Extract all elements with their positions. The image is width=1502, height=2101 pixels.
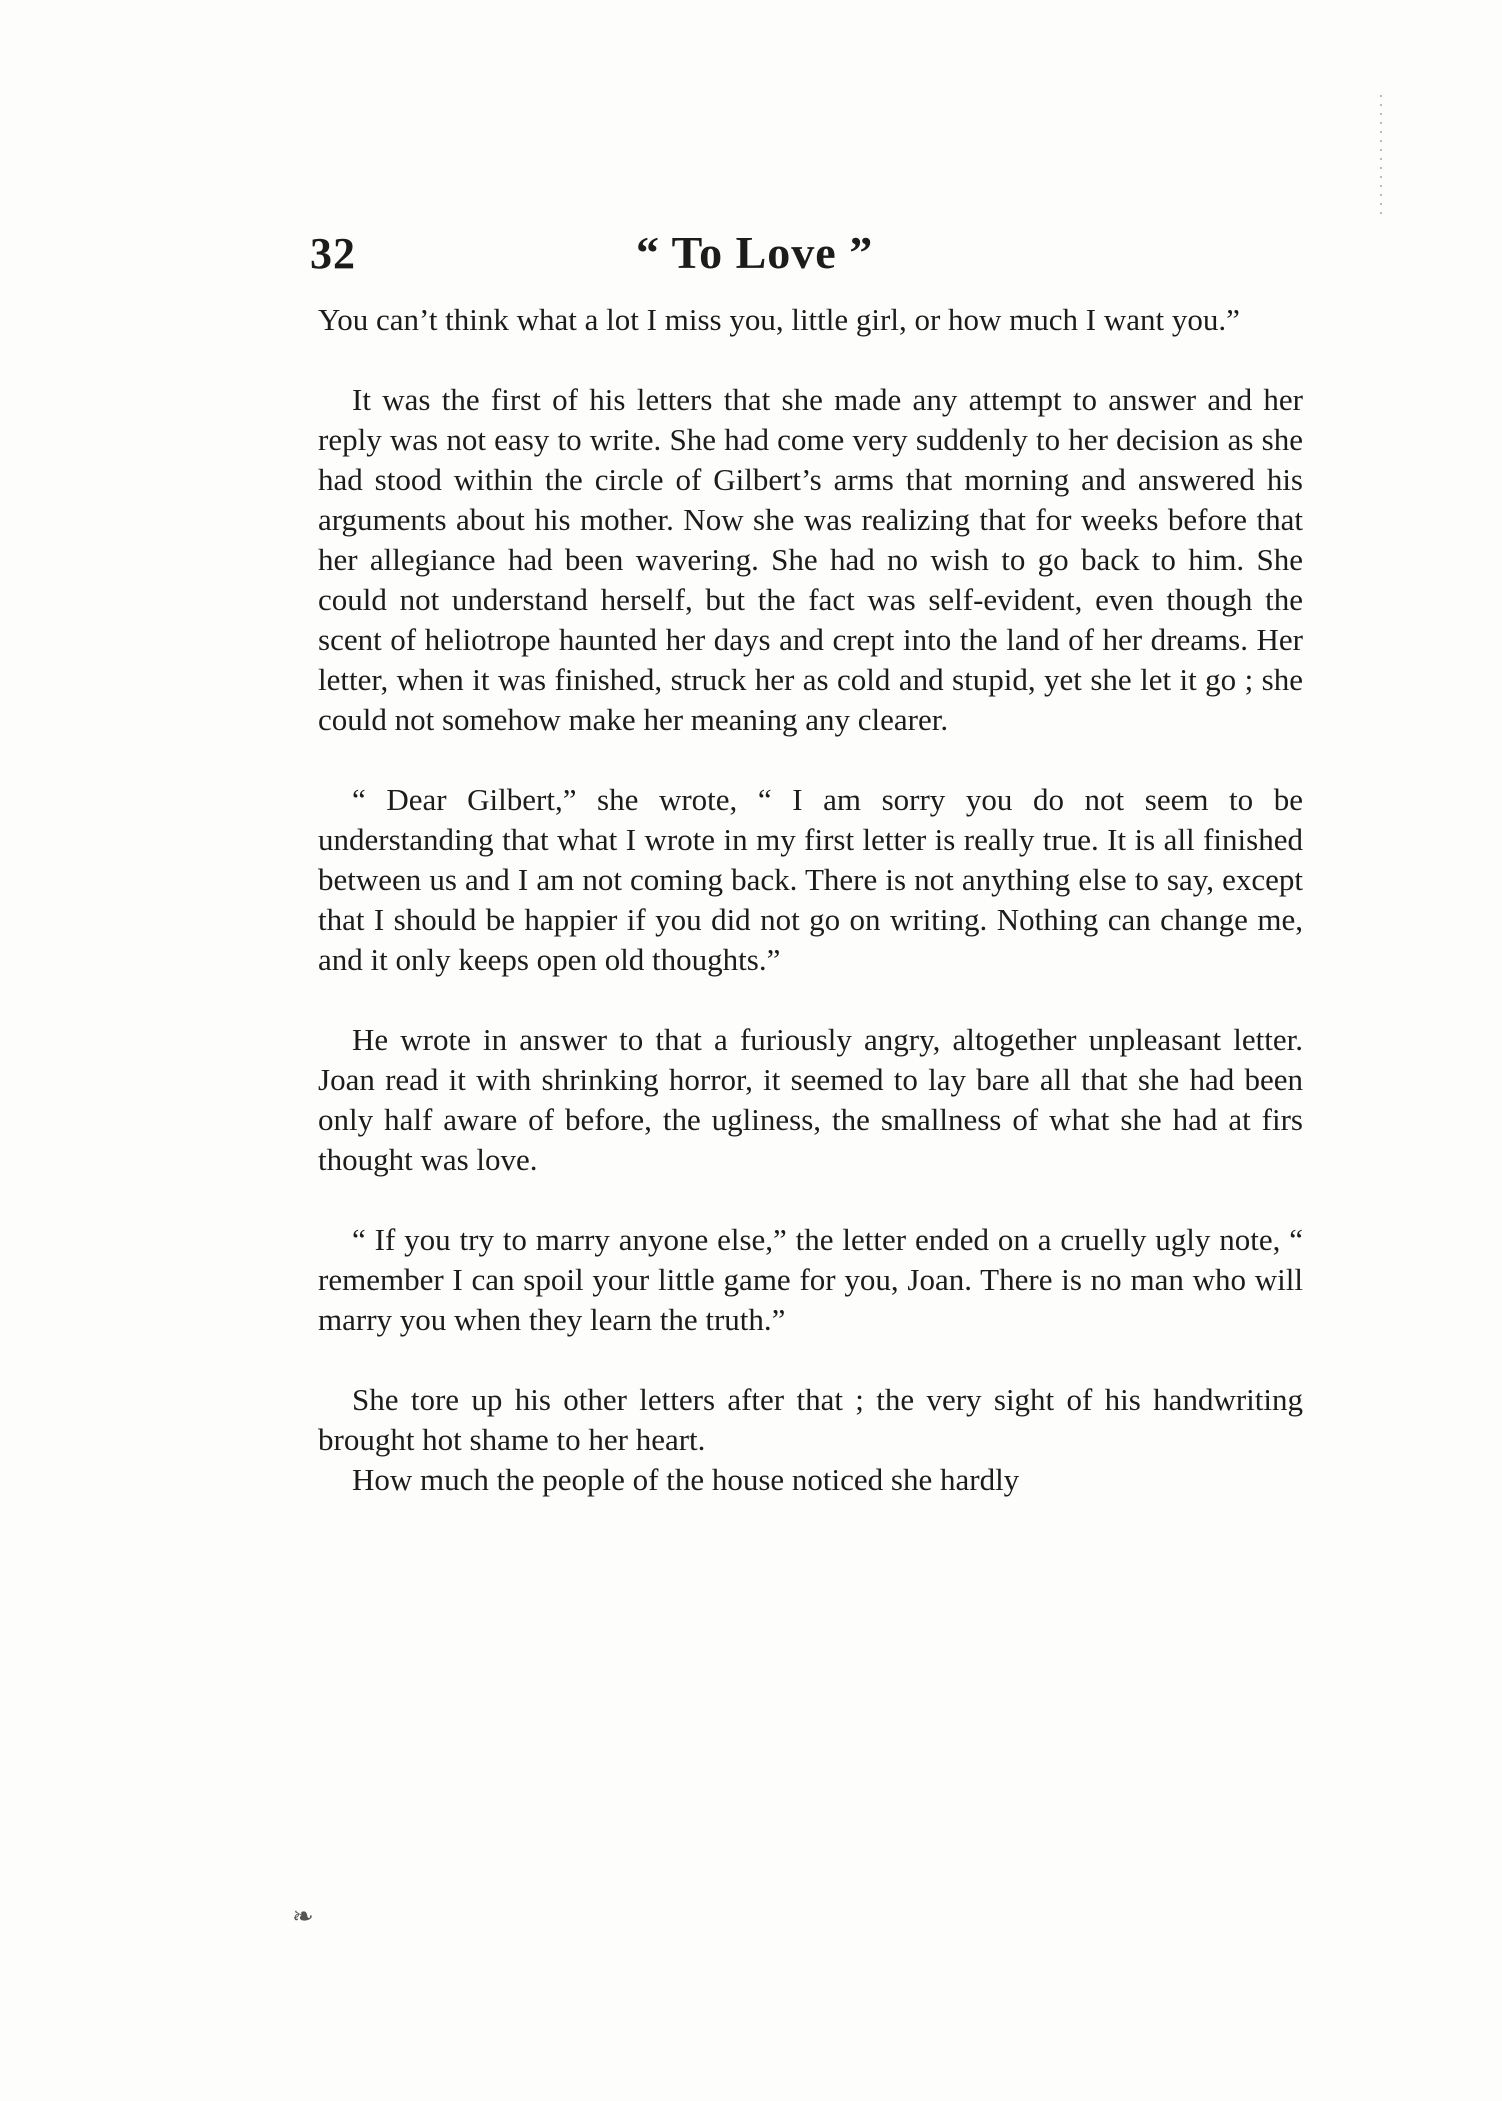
body-text (318, 300, 1303, 1500)
paragraph-1: You can’t think what a lot I miss you, little girl, or how much I want you.” (318, 302, 1240, 337)
page-number: 32 (310, 229, 356, 278)
scan-specks (1380, 95, 1382, 215)
paragraph-7: How much the people of the house noticed she hardly (352, 1462, 1020, 1497)
running-title: “ To Love ” (636, 227, 874, 278)
paragraph-3: “ Dear Gilbert,” she wrote, “ I am sorry you do not seem to be understanding that what I wrote in my first letter is really true. It is all finished between us and I am not coming back. There is not anything else to say, except that I should be happier if you did not go on writing. Nothing can change me, and it only keeps open old thoughts.” (318, 782, 1303, 977)
paragraph-5: “ If you try to marry anyone else,” the letter ended on a cruelly ugly note, “ remember I can spoil your little game for you, Joan. There is no man who will marry you when they learn the truth.” (318, 1222, 1303, 1337)
paragraph-6: She tore up his other letters after that ; the very sight of his handwriting brought hot shame to her heart. (318, 1382, 1303, 1457)
stray-ink-mark: ❧ (292, 1902, 314, 1931)
paragraph-2: It was the first of his letters that she made any attempt to answer and her reply was not easy to write. She had come very suddenly to her decision as she had stood within the circle of Gilbert’s arms that morning and answered his arguments about his mother. Now she was realizing that for weeks before that her allegiance had been wavering. She had no wish to go back to him. She could not understand herself, but the fact was self-evident, even though the scent of heliotrope haunted her days and crept into the land of her dreams. Her letter, when it was finished, struck her as cold and stupid, yet she let it go ; she could not somehow make her meaning any clearer. (318, 382, 1303, 737)
page-header (310, 222, 1310, 292)
paragraph-4: He wrote in answer to that a furiously angry, altogether unpleasant letter. Joan read it with shrinking horror, it seemed to lay bare all that she had been only half aware of before, the ugliness, the smallness of what she had at firs thought was love. (318, 1022, 1303, 1177)
